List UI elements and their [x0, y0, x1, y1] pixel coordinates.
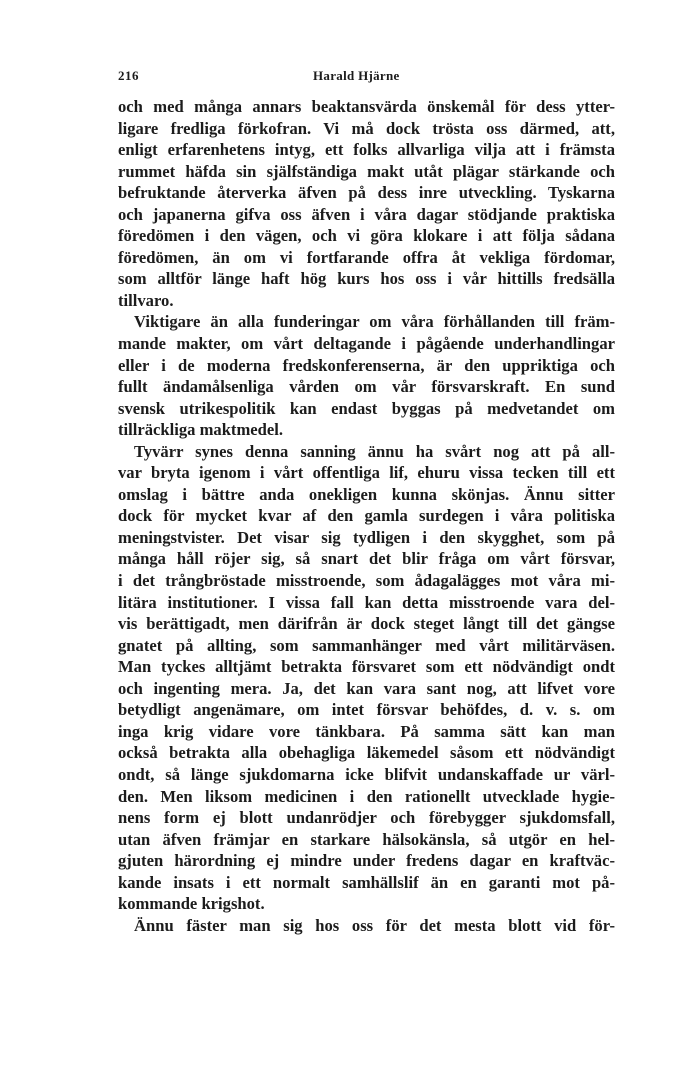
- paragraph: [118, 311, 615, 440]
- text-line: gjuten härordning ej mindre under fredens dagar en kraftväc-: [118, 851, 615, 871]
- text-line: många håll röjer sig, så snart det blir fråga om vårt försvar,: [118, 549, 615, 569]
- text-line: kommande krigshot.: [118, 894, 265, 914]
- text-line: Man tyckes alltjämt betrakta försvaret som ett nödvändigt ondt: [118, 657, 615, 677]
- running-head: Harald Hjärne: [313, 68, 400, 83]
- text-line: föredömen, än om vi fortfarande offra åt vekliga fördomar,: [118, 247, 615, 267]
- text-line: mande makter, om vårt deltagande i pågående underhandlingar: [118, 334, 615, 354]
- text-line: nens form ej blott undanrödjer och förebygger sjukdomsfall,: [118, 808, 615, 828]
- body-text: [118, 96, 615, 936]
- paragraph: [118, 96, 615, 311]
- text-line: som alltför länge haft hög kurs hos oss i vår hittills fredsälla: [118, 269, 615, 289]
- text-line: ligare fredliga förkofran. Vi må dock trösta oss därmed, att,: [118, 118, 615, 138]
- text-line: eller i de moderna fredskonferenserna, är den uppriktiga och: [118, 355, 615, 375]
- text-line: enligt erfarenhetens intyg, ett folks allvarliga vilja att i främsta: [118, 140, 615, 160]
- text-line: rummet häfda sin själfständiga makt utåt plägar stärkande och: [118, 161, 615, 181]
- text-line: kande insats i ett normalt samhällslif än en garanti mot på-: [118, 872, 615, 892]
- text-line: inga krig vidare vore tänkbara. På samma sätt kan man: [118, 721, 615, 741]
- text-line: också betrakta alla obehagliga läkemedel såsom ett nödvändigt: [118, 743, 615, 763]
- text-line: Ännu fäster man sig hos oss för det mesta blott vid för-: [134, 915, 615, 935]
- text-line: litära institutioner. I vissa fall kan detta misstroende vara del-: [118, 592, 615, 612]
- text-line: meningstvister. Det visar sig tydligen i den skygghet, som på: [118, 527, 615, 547]
- text-line: utan äfven främjar en starkare hälsokänsla, så utgör en hel-: [118, 829, 615, 849]
- text-line: svensk utrikespolitik kan endast byggas på medvetandet om: [118, 398, 615, 418]
- text-line: betydligt angenämare, om intet försvar behöfdes, d. v. s. om: [118, 700, 615, 720]
- text-line: gnatet på allting, som sammanhänger med vårt militärväsen.: [118, 635, 615, 655]
- page-header: [118, 68, 615, 90]
- text-line: fullt ändamålsenliga vården om vår försvarskraft. En sund: [118, 377, 615, 397]
- text-line: och ingenting mera. Ja, det kan vara sant nog, att lifvet vore: [118, 678, 615, 698]
- text-line: och japanerna gifva oss äfven i våra dagar stödjande praktiska: [118, 204, 615, 224]
- text-line: var bryta igenom i vårt offentliga lif, ehuru vissa tecken till ett: [118, 463, 615, 483]
- text-line: befruktande återverka äfven på dess inre utveckling. Tyskarna: [118, 183, 615, 203]
- text-line: ondt, så länge sjukdomarna icke blifvit undanskaffade ur värl-: [118, 764, 615, 784]
- page-number: 216: [118, 68, 139, 83]
- paragraph: [118, 915, 615, 937]
- text-line: i det trångbröstade misstroende, som ådagalägges mot våra mi-: [118, 571, 615, 591]
- text-line: Viktigare än alla funderingar om våra förhållanden till främ-: [134, 312, 615, 332]
- paragraph: [118, 441, 615, 915]
- text-line: den. Men liksom medicinen i den rationellt utvecklade hygie-: [118, 786, 615, 806]
- text-line: dock för mycket kvar af den gamla surdegen i våra politiska: [118, 506, 615, 526]
- text-line: och med många annars beaktansvärda önskemål för dess ytter-: [118, 97, 615, 116]
- text-line: tillräckliga maktmedel.: [118, 420, 283, 440]
- text-line: vis berättigadt, men därifrån är dock steget långt till det gängse: [118, 614, 615, 634]
- text-line: omslag i bättre anda onekligen kunna skönjas. Ännu sitter: [118, 484, 615, 504]
- text-line: föredömen i den vägen, och vi göra klokare i att följa sådana: [118, 226, 615, 246]
- text-line: Tyvärr synes denna sanning ännu ha svårt nog att på all-: [134, 441, 615, 461]
- text-line: tillvaro.: [118, 290, 174, 310]
